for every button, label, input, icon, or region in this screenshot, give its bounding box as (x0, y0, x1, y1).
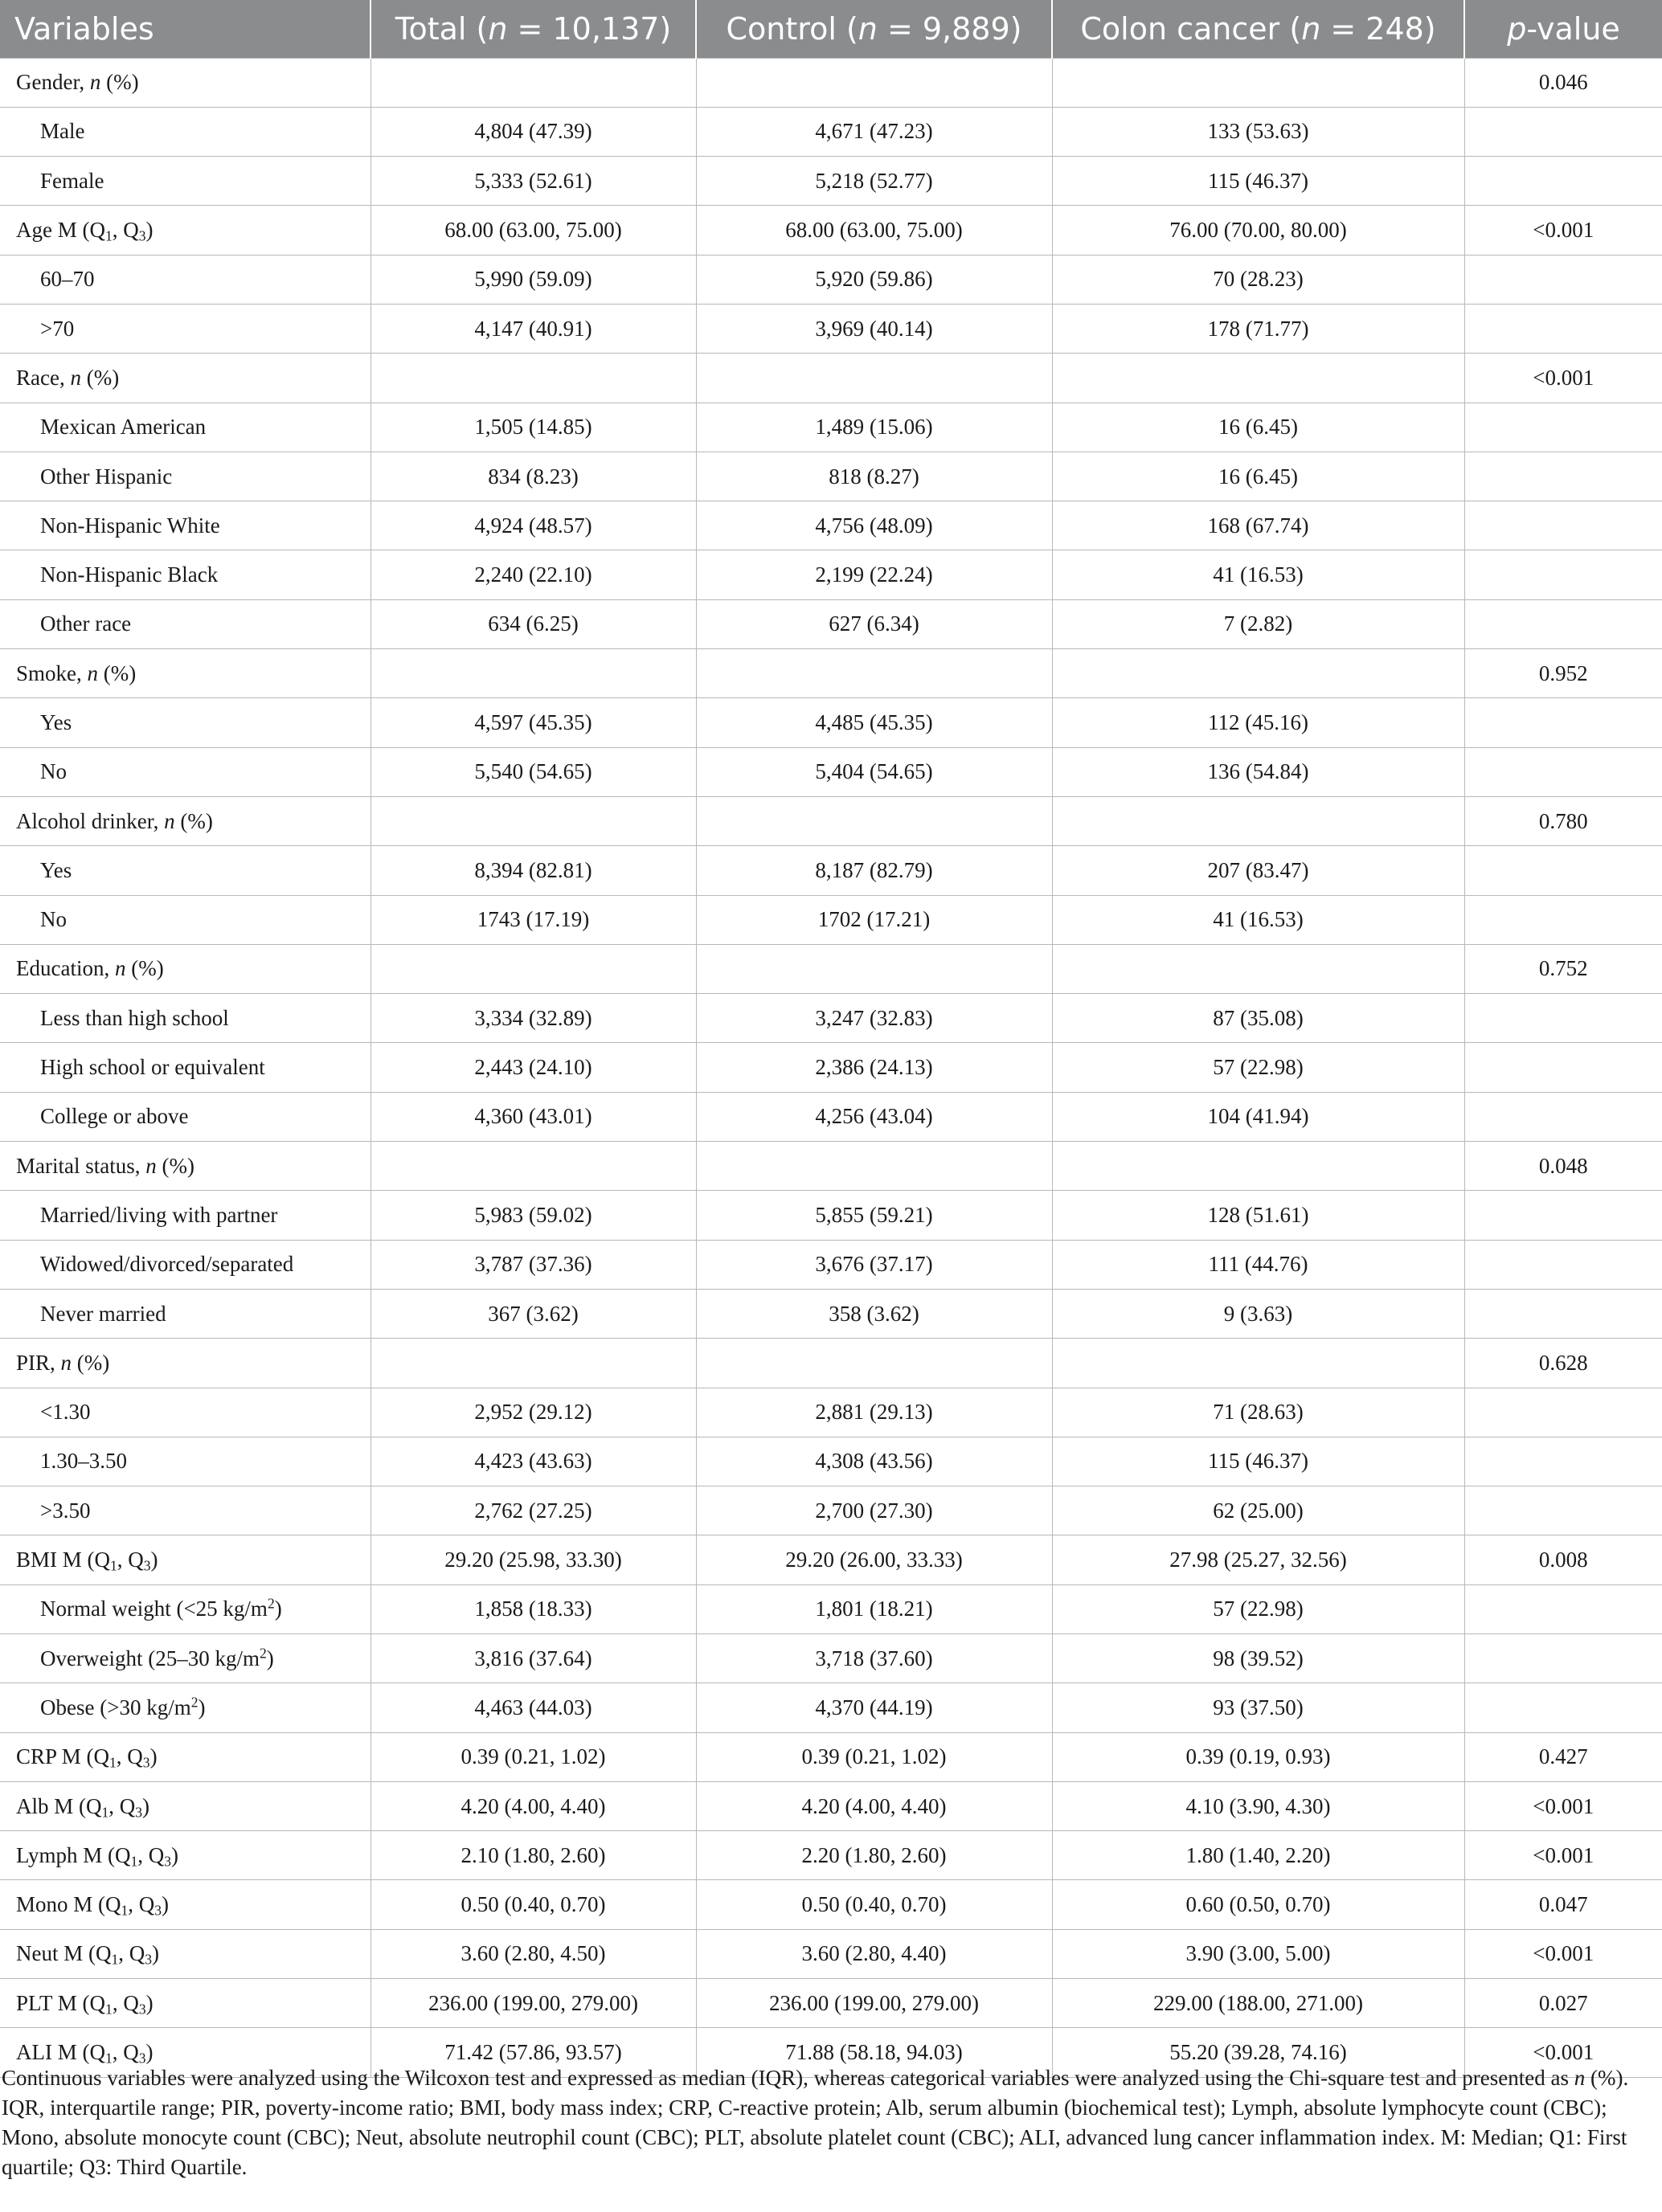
cell-colon-cancer: 3.90 (3.00, 5.00) (1052, 1929, 1464, 1978)
cell-control: 0.39 (0.21, 1.02) (696, 1732, 1052, 1781)
cell-variable: Smoke, n (%) (0, 649, 370, 698)
cell-colon-cancer: 41 (16.53) (1052, 895, 1464, 944)
cell-p-value: <0.001 (1464, 354, 1662, 403)
cell-control: 8,187 (82.79) (696, 846, 1052, 895)
cell-control: 4,256 (43.04) (696, 1092, 1052, 1141)
cell-total: 634 (6.25) (370, 599, 696, 648)
header-row (0, 0, 1662, 58)
table-body (0, 58, 1662, 2077)
cell-total (370, 1339, 696, 1388)
cell-total: 4,360 (43.01) (370, 1092, 696, 1141)
cell-p-value (1464, 1634, 1662, 1683)
cell-total (370, 796, 696, 845)
cell-p-value: <0.001 (1464, 1781, 1662, 1830)
cell-variable: No (0, 895, 370, 944)
cell-control: 29.20 (26.00, 33.33) (696, 1535, 1052, 1584)
cell-colon-cancer: 9 (3.63) (1052, 1289, 1464, 1338)
cell-control (696, 58, 1052, 107)
table-row (0, 1388, 1662, 1437)
table-row (0, 58, 1662, 107)
table-row (0, 846, 1662, 895)
cell-control: 4,756 (48.09) (696, 501, 1052, 550)
cell-total (370, 58, 696, 107)
table-header (0, 0, 1662, 58)
cell-colon-cancer (1052, 1142, 1464, 1191)
cell-total: 3,787 (37.36) (370, 1240, 696, 1289)
table-row (0, 796, 1662, 845)
cell-variable: Male (0, 107, 370, 156)
cell-control (696, 649, 1052, 698)
table-row (0, 206, 1662, 255)
cell-total (370, 354, 696, 403)
table-row (0, 1043, 1662, 1092)
cell-p-value: 0.628 (1464, 1339, 1662, 1388)
header-variables: Variables (14, 10, 154, 47)
cell-control (696, 1339, 1052, 1388)
cell-total: 367 (3.62) (370, 1289, 696, 1338)
cell-p-value (1464, 1388, 1662, 1437)
table-row (0, 403, 1662, 452)
cell-p-value: <0.001 (1464, 1831, 1662, 1880)
cell-p-value (1464, 1584, 1662, 1633)
cell-p-value: 0.027 (1464, 1979, 1662, 2028)
cell-control (696, 796, 1052, 845)
cell-total: 4,924 (48.57) (370, 501, 696, 550)
cell-colon-cancer: 16 (6.45) (1052, 452, 1464, 501)
table-row (0, 1781, 1662, 1830)
table-row (0, 1535, 1662, 1584)
cell-variable: Gender, n (%) (0, 58, 370, 107)
cell-variable: Non-Hispanic Black (0, 550, 370, 599)
cell-control: 818 (8.27) (696, 452, 1052, 501)
cell-control: 1,801 (18.21) (696, 1584, 1052, 1633)
cell-variable: Married/living with partner (0, 1191, 370, 1240)
cell-variable: No (0, 747, 370, 796)
cell-colon-cancer (1052, 354, 1464, 403)
cell-p-value: 0.427 (1464, 1732, 1662, 1781)
table-row (0, 107, 1662, 156)
cell-variable: Mono M ($Q_1$, $Q_3$) (0, 1880, 370, 1929)
cell-p-value (1464, 1486, 1662, 1535)
cell-total: 4,423 (43.63) (370, 1437, 696, 1486)
cell-colon-cancer (1052, 649, 1464, 698)
table-row (0, 1732, 1662, 1781)
cell-colon-cancer: 87 (35.08) (1052, 994, 1464, 1043)
cell-p-value (1464, 895, 1662, 944)
cell-total: 4,804 (47.39) (370, 107, 696, 156)
table-row (0, 994, 1662, 1043)
cell-variable: Yes (0, 846, 370, 895)
table-row (0, 895, 1662, 944)
header-colon-cancer: Colon cancer (n = 248) (1052, 0, 1464, 58)
cell-p-value (1464, 1092, 1662, 1141)
table-row (0, 1486, 1662, 1535)
cell-total: 0.39 (0.21, 1.02) (370, 1732, 696, 1781)
cell-variable: Race, n (%) (0, 354, 370, 403)
cell-total: 2,240 (22.10) (370, 550, 696, 599)
cell-control: 5,920 (59.86) (696, 255, 1052, 304)
cell-total: 2,762 (27.25) (370, 1486, 696, 1535)
cell-p-value (1464, 550, 1662, 599)
cell-colon-cancer (1052, 58, 1464, 107)
cell-p-value (1464, 1191, 1662, 1240)
cell-variable: CRP M ($Q_1$, $Q_3$) (0, 1732, 370, 1781)
cell-total: 1,858 (18.33) (370, 1584, 696, 1633)
cell-variable: Overweight (25–30 $kg/m^2$) (0, 1634, 370, 1683)
cell-control: 4.20 (4.00, 4.40) (696, 1781, 1052, 1830)
cell-variable: Female (0, 157, 370, 206)
cell-variable: Less than high school (0, 994, 370, 1043)
cell-p-value: 0.780 (1464, 796, 1662, 845)
cell-control (696, 1142, 1052, 1191)
cell-variable: Education, n (%) (0, 944, 370, 993)
cell-total: 2.10 (1.80, 2.60) (370, 1831, 696, 1880)
cell-colon-cancer: 136 (54.84) (1052, 747, 1464, 796)
table-row (0, 1584, 1662, 1633)
cell-variable: 60–70 (0, 255, 370, 304)
cell-colon-cancer: 76.00 (70.00, 80.00) (1052, 206, 1464, 255)
cell-control: 5,404 (54.65) (696, 747, 1052, 796)
cell-p-value: 0.952 (1464, 649, 1662, 698)
cell-p-value (1464, 1043, 1662, 1092)
cell-variable: Obese (>30 $kg/m^2$) (0, 1683, 370, 1732)
cell-variable: ALI M ($Q_1$, $Q_3$) (0, 2028, 370, 2077)
cell-variable: <1.30 (0, 1388, 370, 1437)
table-row (0, 1289, 1662, 1338)
cell-colon-cancer: 229.00 (188.00, 271.00) (1052, 1979, 1464, 2028)
cell-variable: PIR, n (%) (0, 1339, 370, 1388)
cell-control (696, 944, 1052, 993)
cell-colon-cancer: 178 (71.77) (1052, 304, 1464, 353)
table-row (0, 1142, 1662, 1191)
table-row (0, 1339, 1662, 1388)
cell-control (696, 354, 1052, 403)
table-row (0, 747, 1662, 796)
table-row (0, 501, 1662, 550)
cell-total: 71.42 (57.86, 93.57) (370, 2028, 696, 2077)
table-row (0, 1683, 1662, 1732)
cell-p-value: 0.008 (1464, 1535, 1662, 1584)
cell-p-value: 0.752 (1464, 944, 1662, 993)
cell-p-value: <0.001 (1464, 1929, 1662, 1978)
cell-control: 68.00 (63.00, 75.00) (696, 206, 1052, 255)
cell-control: 3,247 (32.83) (696, 994, 1052, 1043)
cell-total: 4,147 (40.91) (370, 304, 696, 353)
cell-control: 2,199 (22.24) (696, 550, 1052, 599)
cell-colon-cancer: 0.39 (0.19, 0.93) (1052, 1732, 1464, 1781)
cell-colon-cancer: 128 (51.61) (1052, 1191, 1464, 1240)
cell-p-value (1464, 698, 1662, 747)
cell-p-value: 0.046 (1464, 58, 1662, 107)
cell-total (370, 1142, 696, 1191)
cell-p-value (1464, 1289, 1662, 1338)
cell-total: 236.00 (199.00, 279.00) (370, 1979, 696, 2028)
cell-colon-cancer: 27.98 (25.27, 32.56) (1052, 1535, 1464, 1584)
cell-control: 627 (6.34) (696, 599, 1052, 648)
cell-colon-cancer: 1.80 (1.40, 2.20) (1052, 1831, 1464, 1880)
table-row (0, 1240, 1662, 1289)
cell-p-value (1464, 1437, 1662, 1486)
cell-total: 2,443 (24.10) (370, 1043, 696, 1092)
cell-variable: Neut M ($Q_1$, $Q_3$) (0, 1929, 370, 1978)
cell-colon-cancer (1052, 1339, 1464, 1388)
table-row (0, 1092, 1662, 1141)
table-footnote: Continuous variables were analyzed using the Wilcoxon test and expressed as median (IQR), whereas categorical variables were analyzed using the Chi-square test and presented as n (%). IQR, interquartile range; PIR, poverty-income ratio; BMI, body mass index; CRP, C-reactive protein; Alb, serum albumin (biochemical test); Lymph, absolute lymphocyte count (CBC); Mono, absolute monocyte count (CBC); Neut, absolute neutrophil count (CBC); PLT, absolute platelet count (CBC); ALI, advanced lung cancer inflammation index. M: Median; Q1: First quartile; Q3: Third Quartile. (2, 2066, 1629, 2179)
cell-variable: >3.50 (0, 1486, 370, 1535)
cell-p-value (1464, 747, 1662, 796)
cell-colon-cancer: 55.20 (39.28, 74.16) (1052, 2028, 1464, 2077)
cell-p-value (1464, 107, 1662, 156)
cell-p-value (1464, 846, 1662, 895)
cell-variable: Normal weight (<25 $kg/m^2$) (0, 1584, 370, 1633)
cell-total: 1743 (17.19) (370, 895, 696, 944)
cell-p-value (1464, 255, 1662, 304)
cell-colon-cancer: 57 (22.98) (1052, 1043, 1464, 1092)
table-row (0, 452, 1662, 501)
cell-total: 834 (8.23) (370, 452, 696, 501)
cell-control: 4,485 (45.35) (696, 698, 1052, 747)
header-total: Total (n = 10,137) (370, 0, 696, 58)
cell-control: 5,855 (59.21) (696, 1191, 1052, 1240)
cell-colon-cancer: 98 (39.52) (1052, 1634, 1464, 1683)
cell-p-value (1464, 994, 1662, 1043)
cell-colon-cancer: 93 (37.50) (1052, 1683, 1464, 1732)
cell-control: 3,718 (37.60) (696, 1634, 1052, 1683)
cell-colon-cancer: 7 (2.82) (1052, 599, 1464, 648)
table-row (0, 255, 1662, 304)
table-row (0, 1929, 1662, 1978)
cell-control: 3,676 (37.17) (696, 1240, 1052, 1289)
cell-colon-cancer: 41 (16.53) (1052, 550, 1464, 599)
cell-total: 4,463 (44.03) (370, 1683, 696, 1732)
table-row (0, 157, 1662, 206)
cell-variable: High school or equivalent (0, 1043, 370, 1092)
cell-p-value (1464, 157, 1662, 206)
cell-control: 4,370 (44.19) (696, 1683, 1052, 1732)
cell-colon-cancer: 104 (41.94) (1052, 1092, 1464, 1141)
table-row (0, 944, 1662, 993)
cell-control: 3,969 (40.14) (696, 304, 1052, 353)
cell-variable: Lymph M ($Q_1$, $Q_3$) (0, 1831, 370, 1880)
cell-total: 3,816 (37.64) (370, 1634, 696, 1683)
cell-variable: Other race (0, 599, 370, 648)
cell-variable: Alcohol drinker, n (%) (0, 796, 370, 845)
cell-colon-cancer: 207 (83.47) (1052, 846, 1464, 895)
cell-variable: 1.30–3.50 (0, 1437, 370, 1486)
cell-variable: Widowed/divorced/separated (0, 1240, 370, 1289)
cell-total: 2,952 (29.12) (370, 1388, 696, 1437)
cell-p-value (1464, 452, 1662, 501)
cell-control: 358 (3.62) (696, 1289, 1052, 1338)
cell-p-value (1464, 304, 1662, 353)
cell-p-value: 0.048 (1464, 1142, 1662, 1191)
table-row (0, 698, 1662, 747)
cell-total: 4,597 (45.35) (370, 698, 696, 747)
cell-total: 3.60 (2.80, 4.50) (370, 1929, 696, 1978)
cell-total: 0.50 (0.40, 0.70) (370, 1880, 696, 1929)
header-p-value: p-value (1464, 0, 1662, 58)
cell-colon-cancer: 0.60 (0.50, 0.70) (1052, 1880, 1464, 1929)
cell-control: 1702 (17.21) (696, 895, 1052, 944)
table-row (0, 1880, 1662, 1929)
cell-variable: Other Hispanic (0, 452, 370, 501)
table-row (0, 1437, 1662, 1486)
cell-control: 0.50 (0.40, 0.70) (696, 1880, 1052, 1929)
cell-total: 5,333 (52.61) (370, 157, 696, 206)
table-row (0, 649, 1662, 698)
table-row (0, 1979, 1662, 2028)
cell-variable: >70 (0, 304, 370, 353)
cell-total (370, 944, 696, 993)
cell-control: 2,386 (24.13) (696, 1043, 1052, 1092)
cell-variable: College or above (0, 1092, 370, 1141)
cell-total (370, 649, 696, 698)
cell-p-value (1464, 599, 1662, 648)
cell-p-value: <0.001 (1464, 206, 1662, 255)
cell-colon-cancer: 70 (28.23) (1052, 255, 1464, 304)
table-row (0, 304, 1662, 353)
table-row (0, 1191, 1662, 1240)
cell-colon-cancer: 133 (53.63) (1052, 107, 1464, 156)
cell-total: 1,505 (14.85) (370, 403, 696, 452)
cell-control: 2.20 (1.80, 2.60) (696, 1831, 1052, 1880)
cell-variable: PLT M ($Q_1$, $Q_3$) (0, 1979, 370, 2028)
cell-colon-cancer: 71 (28.63) (1052, 1388, 1464, 1437)
cell-colon-cancer: 115 (46.37) (1052, 1437, 1464, 1486)
cell-colon-cancer: 112 (45.16) (1052, 698, 1464, 747)
table-row (0, 550, 1662, 599)
cell-colon-cancer (1052, 944, 1464, 993)
cell-p-value (1464, 501, 1662, 550)
cell-colon-cancer: 168 (67.74) (1052, 501, 1464, 550)
cell-control: 1,489 (15.06) (696, 403, 1052, 452)
cell-control: 2,881 (29.13) (696, 1388, 1052, 1437)
cell-variable: Alb M ($Q_1$, $Q_3$) (0, 1781, 370, 1830)
cell-total: 5,990 (59.09) (370, 255, 696, 304)
cell-variable: BMI M ($Q_1$, $Q_3$) (0, 1535, 370, 1584)
cell-colon-cancer: 57 (22.98) (1052, 1584, 1464, 1633)
cell-control: 71.88 (58.18, 94.03) (696, 2028, 1052, 2077)
header-control: Control (n = 9,889) (696, 0, 1052, 58)
cell-colon-cancer (1052, 796, 1464, 845)
table-row (0, 1831, 1662, 1880)
cell-p-value (1464, 403, 1662, 452)
cell-colon-cancer: 16 (6.45) (1052, 403, 1464, 452)
cell-colon-cancer: 115 (46.37) (1052, 157, 1464, 206)
cell-variable: Age M ($Q_1$, $Q_3$) (0, 206, 370, 255)
cell-total: 8,394 (82.81) (370, 846, 696, 895)
cell-total: 5,983 (59.02) (370, 1191, 696, 1240)
cell-total: 5,540 (54.65) (370, 747, 696, 796)
cell-total: 68.00 (63.00, 75.00) (370, 206, 696, 255)
cell-variable: Never married (0, 1289, 370, 1338)
cell-control: 4,671 (47.23) (696, 107, 1052, 156)
table-row (0, 354, 1662, 403)
cell-colon-cancer: 4.10 (3.90, 4.30) (1052, 1781, 1464, 1830)
cell-p-value: 0.047 (1464, 1880, 1662, 1929)
cell-control: 236.00 (199.00, 279.00) (696, 1979, 1052, 2028)
cell-colon-cancer: 111 (44.76) (1052, 1240, 1464, 1289)
cell-control: 5,218 (52.77) (696, 157, 1052, 206)
cell-variable: Yes (0, 698, 370, 747)
cell-control: 3.60 (2.80, 4.40) (696, 1929, 1052, 1978)
cell-total: 3,334 (32.89) (370, 994, 696, 1043)
cell-variable: Marital status, n (%) (0, 1142, 370, 1191)
cell-variable: Mexican American (0, 403, 370, 452)
cell-total: 29.20 (25.98, 33.30) (370, 1535, 696, 1584)
table-row (0, 1634, 1662, 1683)
cell-variable: Non-Hispanic White (0, 501, 370, 550)
cell-control: 2,700 (27.30) (696, 1486, 1052, 1535)
table-row (0, 599, 1662, 648)
cell-p-value (1464, 1683, 1662, 1732)
cell-colon-cancer: 62 (25.00) (1052, 1486, 1464, 1535)
cell-control: 4,308 (43.56) (696, 1437, 1052, 1486)
cell-total: 4.20 (4.00, 4.40) (370, 1781, 696, 1830)
cell-p-value (1464, 1240, 1662, 1289)
cell-p-value: <0.001 (1464, 2028, 1662, 2077)
